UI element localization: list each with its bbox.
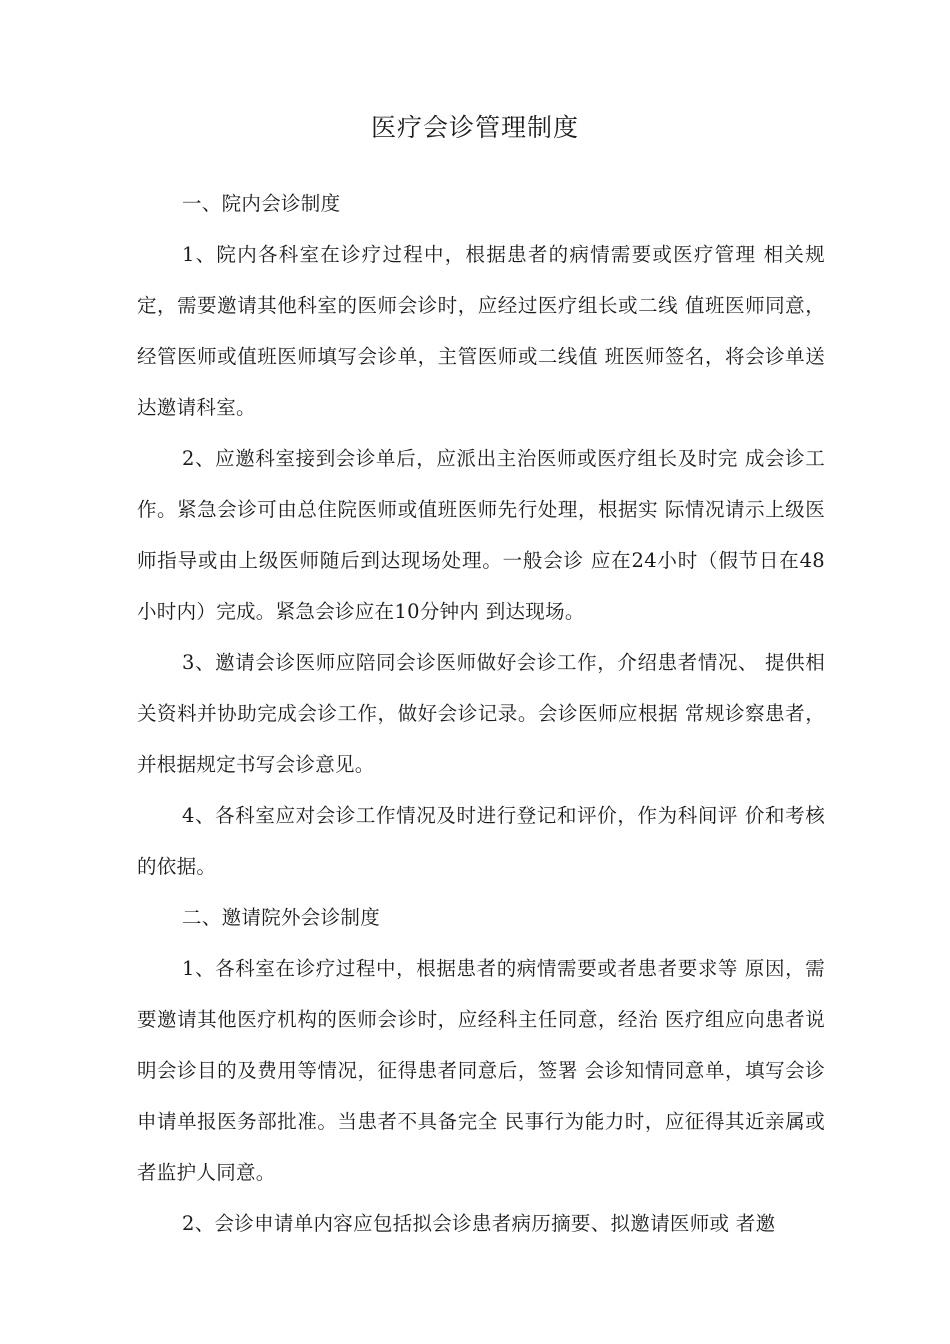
document-body — [137, 178, 825, 1249]
section-heading-external: 二、邀请院外会诊制度 — [182, 906, 381, 929]
document-title: 医疗会诊管理制度 — [370, 113, 579, 142]
paragraph: 2、会诊申请单内容应包括拟会诊患者病历摘要、拟邀请医师或 者邀 — [182, 1212, 776, 1235]
paragraph: 1、院内各科室在诊疗过程中，根据患者的病情需要或医疗管理 相关规定，需要邀请其他科室的医师会诊时，应经过医疗组长或二线 值班医师同意，经管医师或值班医师填写会诊单，主管医师或二线值 班医师签名，将会诊单送达邀请科室。 — [137, 243, 825, 419]
paragraph: 1、各科室在诊疗过程中，根据患者的病情需要或者患者要求等 原因，需要邀请其他医疗机构的医师会诊时，应经科主任同意，经治 医疗组应向患者说明会诊目的及费用等情况，征得患者同意后，签署 会诊知情同意单，填写会诊申请单报医务部批准。当患者不具备完全 民事行为能力时，应征得其近亲属或者监护人同意。 — [137, 957, 825, 1184]
paragraph: 4、各科室应对会诊工作情况及时进行登记和评价，作为科间评 价和考核的依据。 — [137, 804, 825, 878]
paragraph: 2、应邀科室接到会诊单后，应派出主治医师或医疗组长及时完 成会诊工作。紧急会诊可由总住院医师或值班医师先行处理，根据实 际情况请示上级医师指导或由上级医师随后到达现场处理。一般会诊 应在24小时（假节日在48小时内）完成。紧急会诊应在10分钟内 到达现场。 — [137, 447, 825, 623]
section-heading-internal: 一、院内会诊制度 — [182, 192, 341, 215]
paragraph: 3、邀请会诊医师应陪同会诊医师做好会诊工作，介绍患者情况、 提供相关资料并协助完成会诊工作，做好会诊记录。会诊医师应根据 常规诊察患者，并根据规定书写会诊意见。 — [137, 651, 825, 776]
